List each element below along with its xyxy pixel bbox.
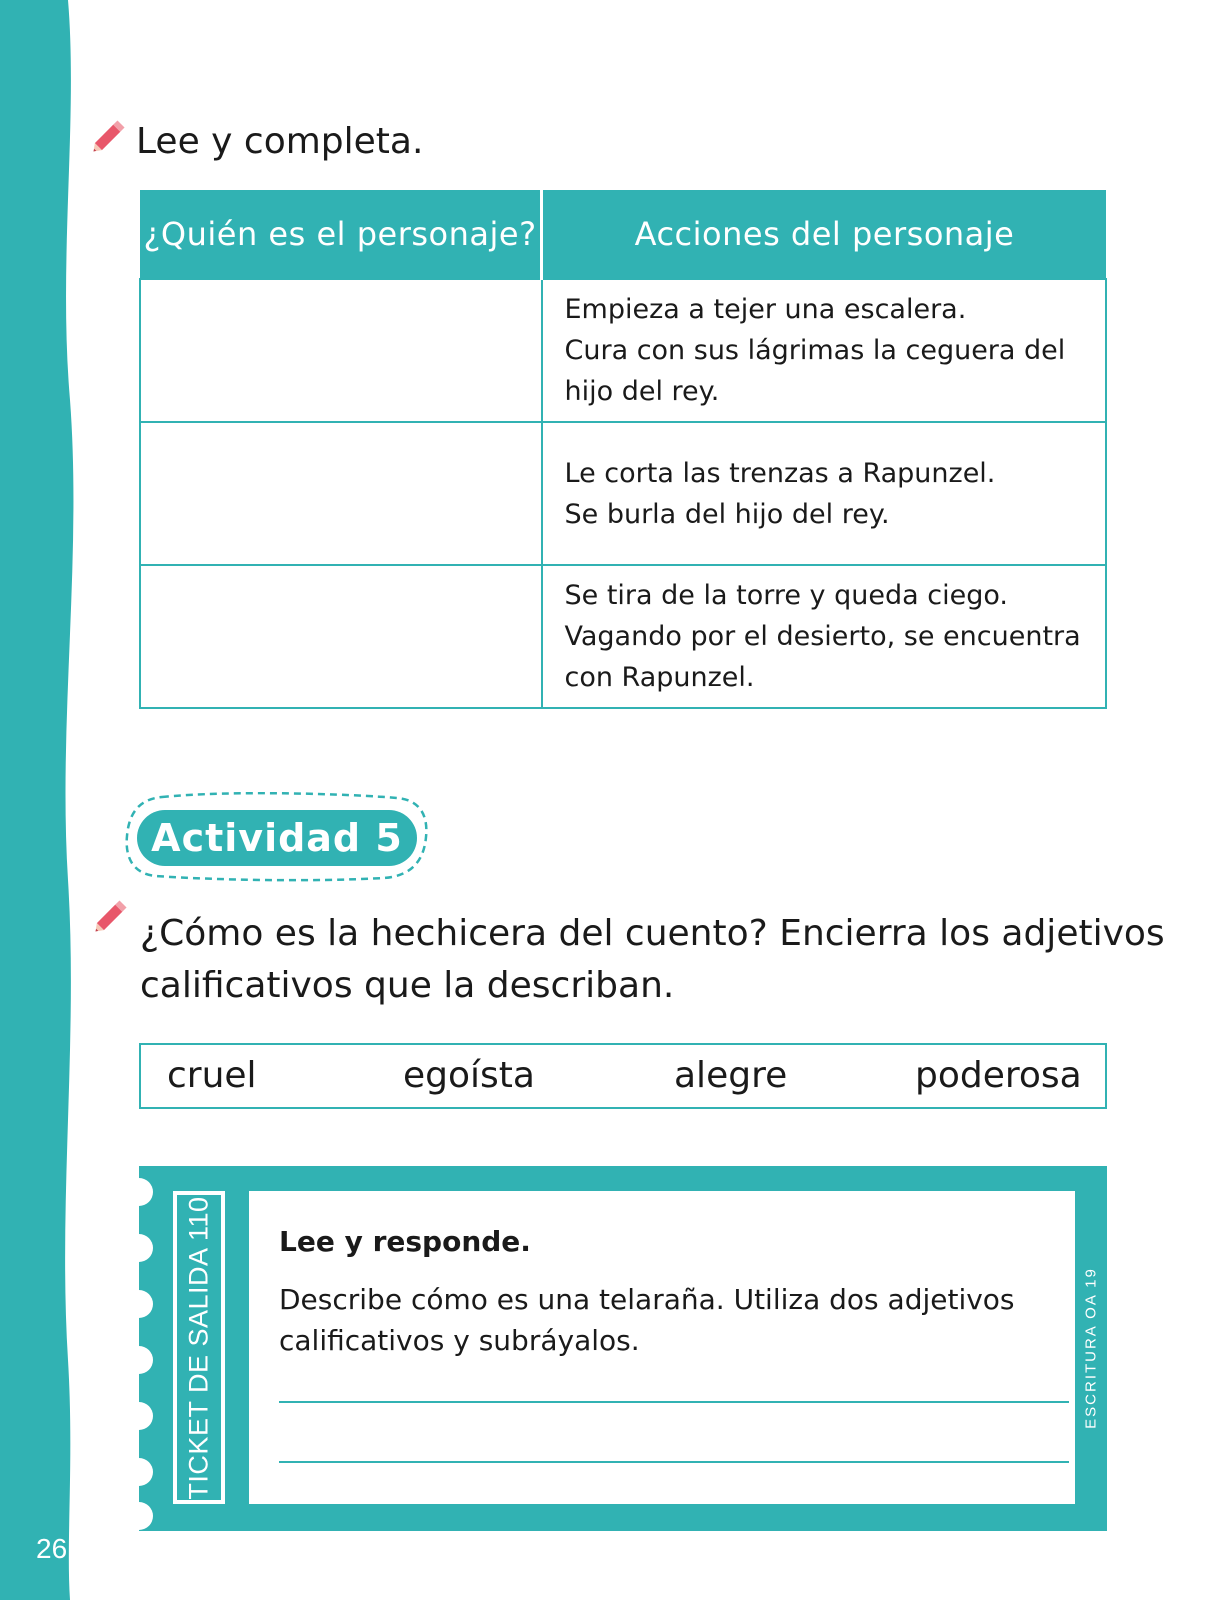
action-text: Le corta las trenzas a Rapunzel. — [564, 457, 996, 489]
action-text: con Rapunzel. — [564, 662, 755, 693]
adjectives-box — [139, 1043, 1107, 1109]
ticket-notch — [125, 1402, 153, 1430]
adjective-option[interactable]: cruel — [167, 1055, 257, 1096]
ticket-side-label-box — [173, 1191, 225, 1504]
action-text: Se burla del hijo del rey. — [564, 498, 890, 530]
ticket-prompt-line: calificativos y subráyalos. — [279, 1324, 640, 1357]
table-row — [140, 422, 1106, 565]
character-answer-cell[interactable] — [140, 565, 542, 708]
activity-instruction-line: calificativos que la describan. — [140, 965, 675, 1006]
ticket-notch — [125, 1178, 153, 1206]
adjective-option[interactable]: alegre — [674, 1055, 788, 1096]
table-header-character: ¿Quién es el personaje? — [140, 190, 542, 279]
activity-instruction-line: ¿Cómo es la hechicera del cuento? Encierra los adjetivos — [140, 913, 1165, 954]
table-row — [140, 279, 1106, 422]
action-text: hijo del rey. — [564, 376, 720, 407]
action-text: Vagando por el desierto, se encuentra — [564, 621, 1081, 652]
ticket-content — [249, 1191, 1075, 1504]
section-instruction: Lee y completa. — [136, 121, 424, 162]
table-row — [140, 565, 1106, 708]
ticket-prompt-line: Describe cómo es una telaraña. Utiliza dos adjetivos — [279, 1283, 1015, 1316]
ticket-title: Lee y responde. — [279, 1225, 531, 1258]
answer-line[interactable] — [279, 1461, 1069, 1463]
ticket-notch — [125, 1502, 153, 1530]
ticket-code-anchor — [1082, 1267, 1100, 1429]
answer-line[interactable] — [279, 1401, 1069, 1403]
ticket-side-label: TICKET DE SALIDA 110 — [183, 1195, 214, 1500]
actions-cell — [542, 565, 1107, 708]
ticket-notch — [125, 1346, 153, 1374]
adjective-option[interactable]: poderosa — [915, 1055, 1082, 1096]
actions-cell — [542, 279, 1107, 422]
action-text: Se tira de la torre y queda ciego. — [564, 580, 1008, 611]
ticket-prompt — [279, 1279, 1039, 1361]
adjective-option[interactable]: egoísta — [403, 1055, 535, 1096]
exit-ticket — [139, 1166, 1107, 1531]
action-text: Cura con sus lágrimas la ceguera del — [564, 335, 1066, 366]
character-table — [139, 190, 1107, 709]
ticket-notch — [125, 1290, 153, 1318]
pencil-icon — [86, 113, 132, 159]
ticket-notch — [125, 1234, 153, 1262]
action-text: Empieza a tejer una escalera. — [564, 294, 967, 325]
character-answer-cell[interactable] — [140, 422, 542, 565]
character-answer-cell[interactable] — [140, 279, 542, 422]
side-band — [0, 0, 90, 1600]
ticket-notch — [125, 1458, 153, 1486]
ticket-code: ESCRITURA OA 19 — [1082, 1267, 1100, 1429]
activity-instruction — [140, 908, 1165, 1012]
table-header-actions: Acciones del personaje — [542, 190, 1107, 279]
pencil-icon — [88, 893, 134, 939]
activity-title: Actividad 5 — [151, 816, 403, 860]
page-number: 26 — [36, 1533, 68, 1564]
actions-cell — [542, 422, 1107, 565]
